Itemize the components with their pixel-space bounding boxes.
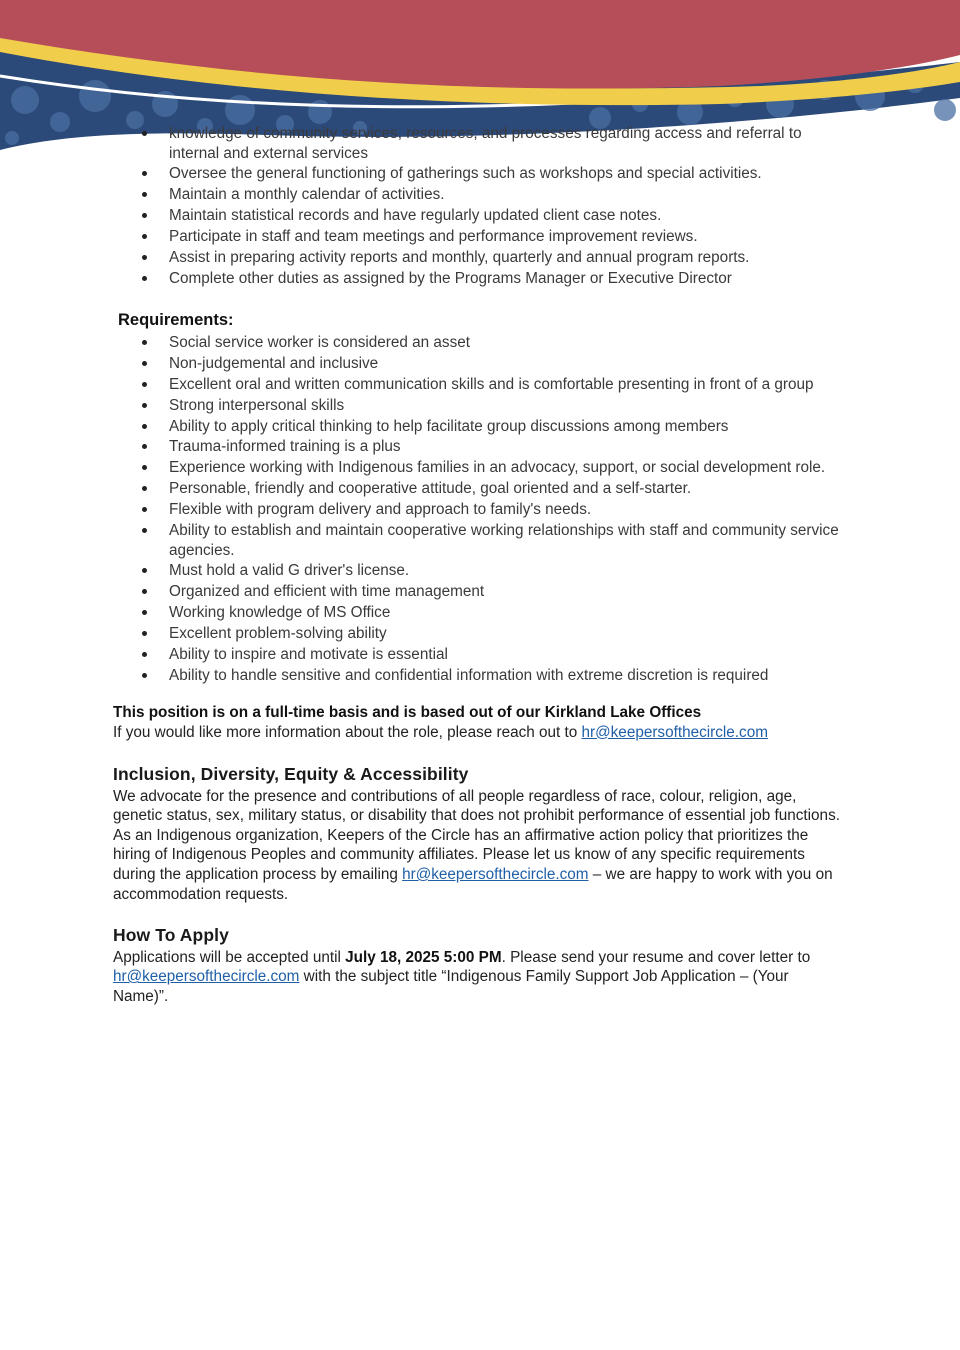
list-item: Strong interpersonal skills [0, 396, 960, 416]
requirements-list [0, 333, 960, 687]
apply-title: How To Apply [113, 925, 229, 945]
position-contact-text: If you would like more information about the role, please reach out to [113, 723, 582, 741]
list-item: Complete other duties as assigned by the Programs Manager or Executive Director [0, 269, 960, 289]
apply-section [113, 926, 843, 1006]
list-item: Experience working with Indigenous families in an advocacy, support, or social development role. [0, 458, 960, 478]
list-item: knowledge of community services, resources, and processes regarding access and referral to internal and external services [0, 124, 960, 163]
apply-text: Applications will be accepted until [113, 948, 346, 966]
inclusion-body [113, 787, 843, 905]
inclusion-text: We advocate for the presence and contributions of all people regardless of race, colour, religion, age, genetic status, sex, military status, or disability that does not prohibit performance of essential job functions. As an Indigenous organization, Keepers of the Circle has an affirmative action policy that prioritizes the hiring of Indigenous Peoples and community affiliates. Please let us know of any specific requirements during the application process by emailing [113, 787, 840, 883]
position-contact [113, 723, 843, 743]
apply-body [113, 948, 843, 1007]
list-item: Working knowledge of MS Office [0, 603, 960, 623]
inclusion-section [113, 765, 843, 904]
list-item: Maintain statistical records and have regularly updated client case notes. [0, 206, 960, 226]
position-info [113, 703, 843, 742]
list-item: Trauma-informed training is a plus [0, 437, 960, 457]
list-item: Ability to establish and maintain cooperative working relationships with staff and community service agencies. [0, 521, 960, 560]
list-item: Flexible with program delivery and approach to family's needs. [0, 500, 960, 520]
email-link[interactable]: hr@keepersofthecircle.com [113, 968, 300, 986]
list-item: Personable, friendly and cooperative attitude, goal oriented and a self-starter. [0, 479, 960, 499]
list-item: Maintain a monthly calendar of activities. [0, 185, 960, 205]
apply-text-2: . Please send your resume and cover letter to [501, 948, 811, 966]
list-item: Social service worker is considered an asset [0, 333, 960, 353]
list-item: Ability to apply critical thinking to help facilitate group discussions among members [0, 417, 960, 437]
list-item: Oversee the general functioning of gatherings such as workshops and special activities. [0, 164, 960, 184]
email-link[interactable]: hr@keepersofthecircle.com [581, 723, 768, 741]
list-item: Organized and efficient with time management [0, 582, 960, 602]
list-item: Must hold a valid G driver's license. [0, 561, 960, 581]
list-item: Non-judgemental and inclusive [0, 354, 960, 374]
list-item: Excellent oral and written communication skills and is comfortable presenting in front of a group [0, 375, 960, 395]
inclusion-title: Inclusion, Diversity, Equity & Accessibility [113, 764, 469, 784]
inclusion-text-end: – we are happy to work with you on accommodation requests. [113, 865, 833, 903]
list-item: Ability to handle sensitive and confidential information with extreme discretion is required [0, 666, 960, 686]
email-link[interactable]: hr@keepersofthecircle.com [402, 865, 589, 883]
list-item: Excellent problem-solving ability [0, 624, 960, 644]
apply-deadline: July 18, 2025 5:00 PM [345, 948, 502, 966]
apply-text-3: with the subject title “Indigenous Family Support Job Application – (Your Name)”. [113, 968, 789, 1005]
requirements-heading: Requirements: [118, 311, 234, 329]
list-item: Assist in preparing activity reports and monthly, quarterly and annual program reports. [0, 248, 960, 268]
list-item: Participate in staff and team meetings and performance improvement reviews. [0, 227, 960, 247]
list-item: Ability to inspire and motivate is essential [0, 645, 960, 665]
duties-list [0, 124, 960, 290]
position-basis: This position is on a full-time basis and is based out of our Kirkland Lake Offices [113, 704, 702, 721]
